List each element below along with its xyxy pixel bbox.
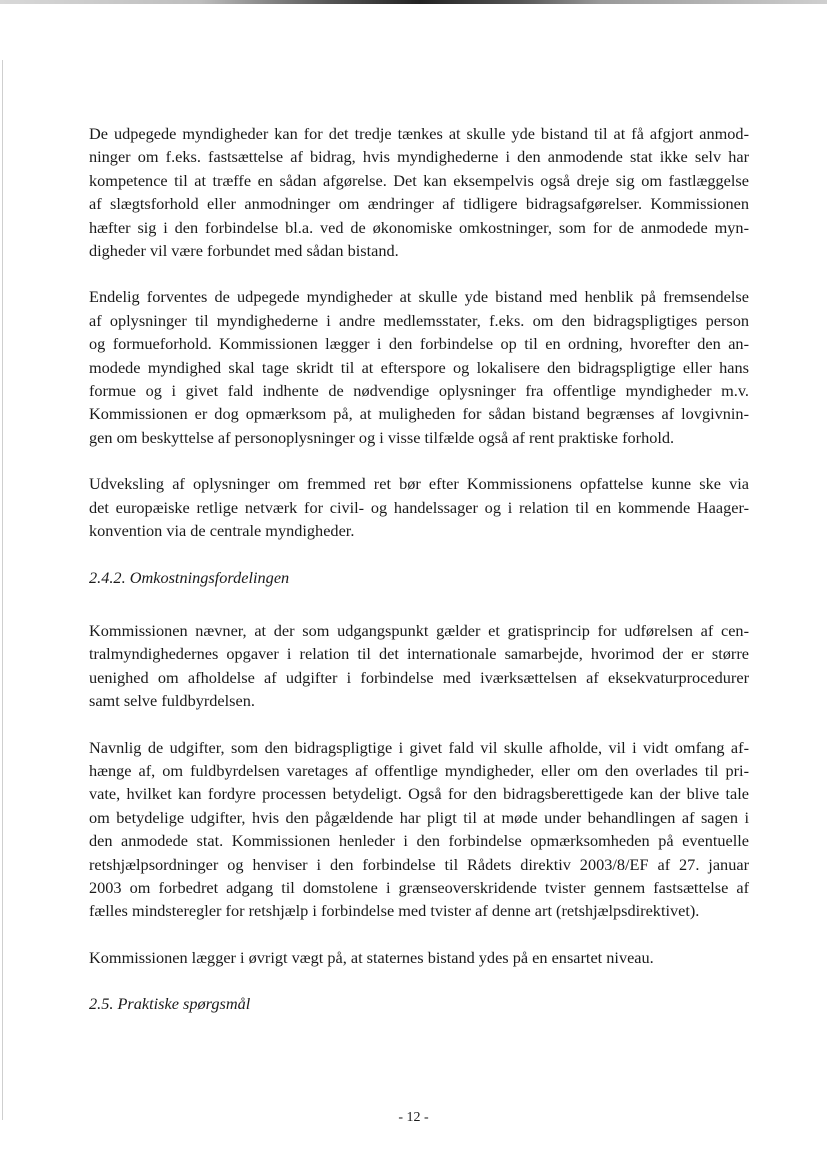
paragraph-line: af slægtsforhold eller anmodninger om ændringer af tidligere bidragsafgørelser. Kommissionen bbox=[89, 194, 749, 214]
paragraph-line: det europæiske retlige netværk for civil- og handelssager og i relation til en kommende Haager- bbox=[89, 497, 749, 517]
paragraph-line: kompetence til at træffe en sådan afgørelse. Det kan eksempelvis også dreje sig om fastlæggelse bbox=[89, 170, 749, 190]
paragraph-line: ninger om f.eks. fastsættelse af bidrag, hvis myndighederne i den anmodende stat ikke selv har bbox=[89, 147, 749, 167]
paragraph-line: retshjælpsordninger og henviser i den forbindelse til Rådets direktiv 2003/8/EF af 27. januar bbox=[89, 854, 749, 874]
section-heading-praktiske-spoergsmaal: 2.5. Praktiske spørgsmål bbox=[89, 994, 251, 1014]
paragraph-line: om betydelige udgifter, hvis den pågældende har pligt til at møde under behandlingen af sagen i bbox=[89, 807, 749, 827]
paragraph-line: Endelig forventes de udpegede myndigheder at skulle yde bistand med henblik på fremsendelse bbox=[89, 287, 749, 307]
scan-edge-top bbox=[0, 0, 827, 4]
paragraph-line: hænge af, om fuldbyrdelsen varetages af offentlige myndigheder, eller om den overlades til pri- bbox=[89, 760, 749, 780]
paragraph-line: De udpegede myndigheder kan for det tredje tænkes at skulle yde bistand til at få afgjort anmod- bbox=[89, 124, 749, 143]
paragraph-line: uenighed om afholdelse af udgifter i forbindelse med iværksættelsen af eksekvaturprocedurer bbox=[89, 667, 749, 687]
paragraph-line: Navnlig de udgifter, som den bidragspligtige i givet fald vil skulle afholde, vil i vidt omfang af- bbox=[89, 737, 749, 757]
paragraph bbox=[89, 285, 749, 449]
paragraph-line: Kommissionen er dog opmærksom på, at muligheden for sådan bistand begrænses af lovgivnin- bbox=[89, 404, 749, 424]
paragraph-line: og formueforhold. Kommissionen lægger i den forbindelse op til en ordning, hvorefter den an- bbox=[89, 334, 749, 354]
paragraph-line: tralmyndighedernes opgaver i relation til det internationale samarbejde, hvorimod der er større bbox=[89, 644, 749, 664]
paragraph-line: formue og i givet fald indhente de nødvendige oplysninger fra offentlige myndigheder m.v. bbox=[89, 381, 749, 401]
paragraph-line: Kommissionen lægger i øvrigt vægt på, at staternes bistand ydes på en ensartet niveau. bbox=[89, 947, 654, 967]
paragraph-line: modede myndighed skal tage skridt til at efterspore og lokalisere den bidragspligtige eller hans bbox=[89, 357, 749, 377]
page-number: - 12 - bbox=[398, 1110, 429, 1125]
paragraph-group-b bbox=[89, 619, 749, 969]
paragraph-line: hæfter sig i den forbindelse bl.a. ved de økonomiske omkostninger, som for de anmodede myn- bbox=[89, 217, 749, 237]
paragraph-line: 2003 om forbedret adgang til domstolene i grænseoverskridende tvister gennem fastsættelse af bbox=[89, 877, 749, 897]
paragraph bbox=[89, 619, 749, 713]
paragraph bbox=[89, 736, 749, 923]
paragraph-line: vate, hvilket kan fordyre processen betydeligt. Også for den bidragsberettigede kan der blive tale bbox=[89, 784, 749, 804]
paragraph-line: konvention via de centrale myndigheder. bbox=[89, 521, 355, 541]
paragraph-line: Kommissionen nævner, at der som udgangspunkt gælder et gratisprincip for udførelsen af cen- bbox=[89, 620, 749, 640]
paragraph-line: digheder vil være forbundet med sådan bistand. bbox=[89, 241, 399, 261]
section-heading-omkostningsfordelingen: 2.4.2. Omkostningsfordelingen bbox=[89, 567, 290, 587]
paragraph-line: gen om beskyttelse af personoplysninger og i visse tilfælde også af rent praktiske forhold. bbox=[89, 427, 675, 447]
paragraph-group-a bbox=[89, 122, 749, 543]
scan-edge-left bbox=[2, 60, 3, 1120]
paragraph-line: af oplysninger til myndighederne i andre medlemsstater, f.eks. om den bidragspligtiges person bbox=[89, 310, 749, 330]
paragraph bbox=[89, 122, 749, 262]
paragraph bbox=[89, 472, 749, 542]
paragraph-line: samt selve fuldbyrdelsen. bbox=[89, 691, 255, 711]
paragraph-line: den anmodede stat. Kommissionen henleder i den forbindelse opmærksomheden på eventuelle bbox=[89, 831, 749, 851]
document-body bbox=[89, 122, 749, 1046]
paragraph-line: fælles mindsteregler for retshjælp i forbindelse med tvister af denne art (retshjælpsdirektivet). bbox=[89, 901, 700, 921]
paragraph-line: Udveksling af oplysninger om fremmed ret bør efter Kommissionens opfattelse kunne ske via bbox=[89, 474, 749, 494]
paragraph bbox=[89, 946, 749, 969]
